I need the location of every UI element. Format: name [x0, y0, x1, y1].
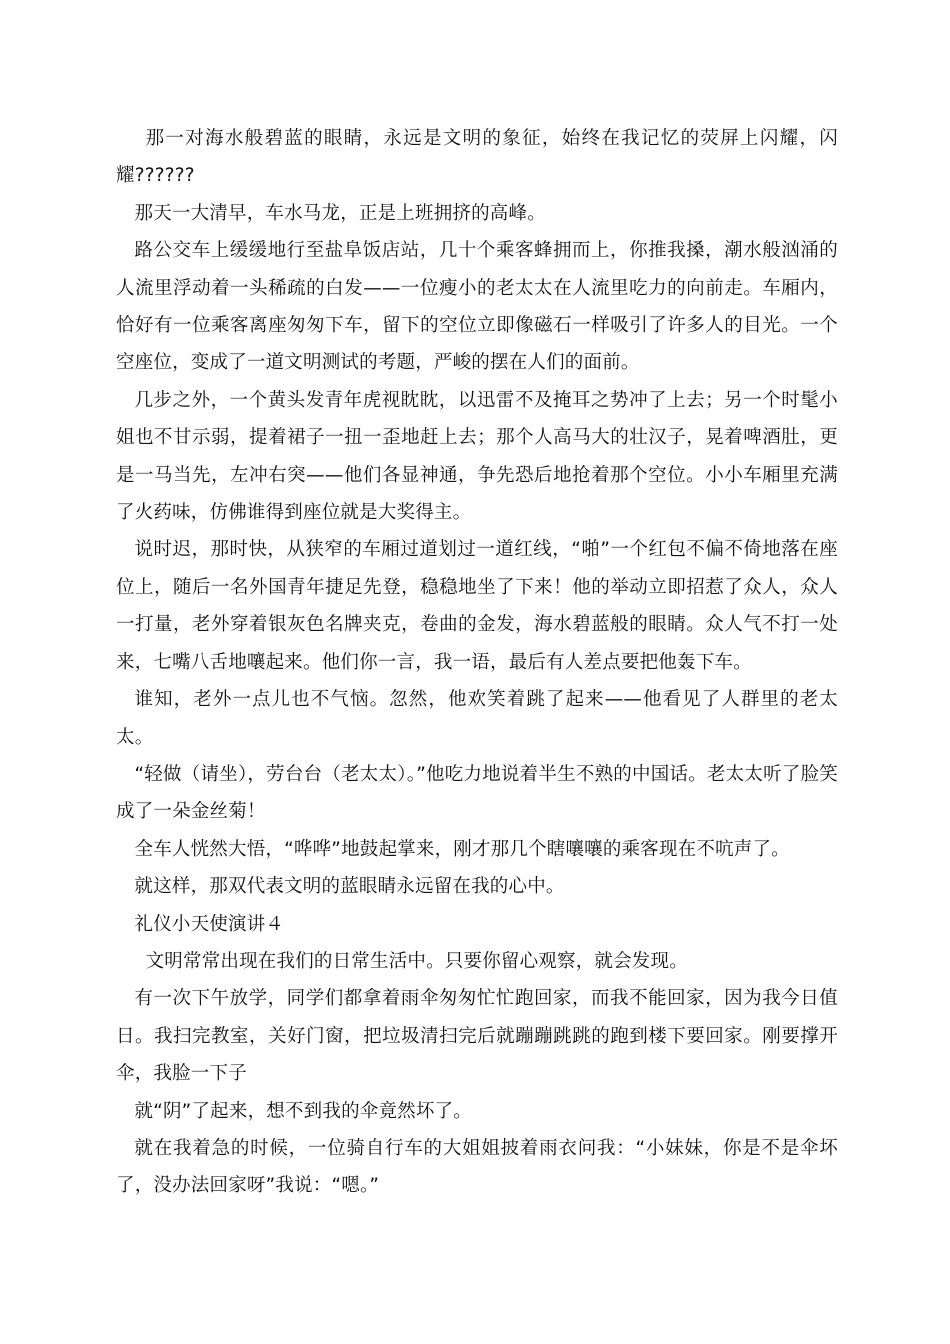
document-body [116, 120, 838, 1205]
paragraph: 文明常常出现在我们的日常生活中。只要你留心观察，就会发现。 [145, 950, 688, 972]
paragraph: 路公交车上缓缓地行至盐阜饭店站，几十个乘客蜂拥而上，你推我搡，潮水般汹涌的人流里浮动着一头稀疏的白发——一位瘦小的老太太在人流里吃力的向前走。车厢内，恰好有一位乘客离座匆匆下车，留下的空位立即像磁石一样吸引了许多人的目光。一个空座位，变成了一道文明测试的考题，严峻的摆在人们的面前。 [116, 240, 838, 374]
paragraph: 全车人恍然大悟，“哗哗”地鼓起掌来，刚才那几个瞎嚷嚷的乘客现在不吭声了。 [134, 838, 790, 860]
paragraph: 谁知，老外一点儿也不气恼。忽然，他欢笑着跳了起来——他看见了人群里的老太太。 [116, 689, 838, 748]
paragraph: 说时迟，那时快，从狭窄的车厢过道划过一道红线，“啪”一个红包不偏不倚地落在座位上，随后一名外国青年捷足先登，稳稳地坐了下来！他的举动立即招惹了众人，众人一打量，老外穿着银灰色名牌夹克，卷曲的金发，海水碧蓝般的眼睛。众人气不打一处来，七嘴八舌地嚷起来。他们你一言，我一语，最后有人差点要把他轰下车。 [116, 539, 838, 673]
paragraph: 就在我着急的时候，一位骑自行车的大姐姐披着雨衣问我：“小妹妹，你是不是伞坏了，没办法回家呀”我说：“嗯。” [116, 1137, 838, 1197]
paragraph: 就“阴”了起来，想不到我的伞竟然坏了。 [134, 1100, 472, 1122]
paragraph: “轻做（请坐），劳台台（老太太）。”他吃力地说着半生不熟的中国话。老太太听了脸笑成了一朵金丝菊！ [116, 763, 838, 823]
paragraph-intro: 那一对海水般碧蓝的眼睛，永远是文明的象征，始终在我记忆的荧屏上闪耀，闪耀?????? [116, 128, 838, 187]
paragraph: 有一次下午放学，同学们都拿着雨伞匆匆忙忙跑回家，而我不能回家，因为我今日值日。我扫完教室，关好门窗，把垃圾清扫完后就蹦蹦跳跳的跑到楼下要回家。刚要撑开伞，我脸一下子 [116, 988, 838, 1085]
paragraph: 那天一大清早，车水马龙，正是上班拥挤的高峰。 [134, 202, 546, 224]
section-heading: 礼仪小天使演讲４ [134, 913, 285, 935]
paragraph: 就这样，那双代表文明的蓝眼睛永远留在我的心中。 [134, 876, 565, 898]
paragraph: 几步之外，一个黄头发青年虎视眈眈，以迅雷不及掩耳之势冲了上去；另一个时髦小姐也不甘示弱，提着裙子一扭一歪地赶上去；那个人高马大的壮汉子，晃着啤酒肚，更是一马当先，左冲右突——他们各显神通，争先恐后地抢着那个空位。小小车厢里充满了火药味，仿佛谁得到座位就是大奖得主。 [116, 389, 838, 524]
